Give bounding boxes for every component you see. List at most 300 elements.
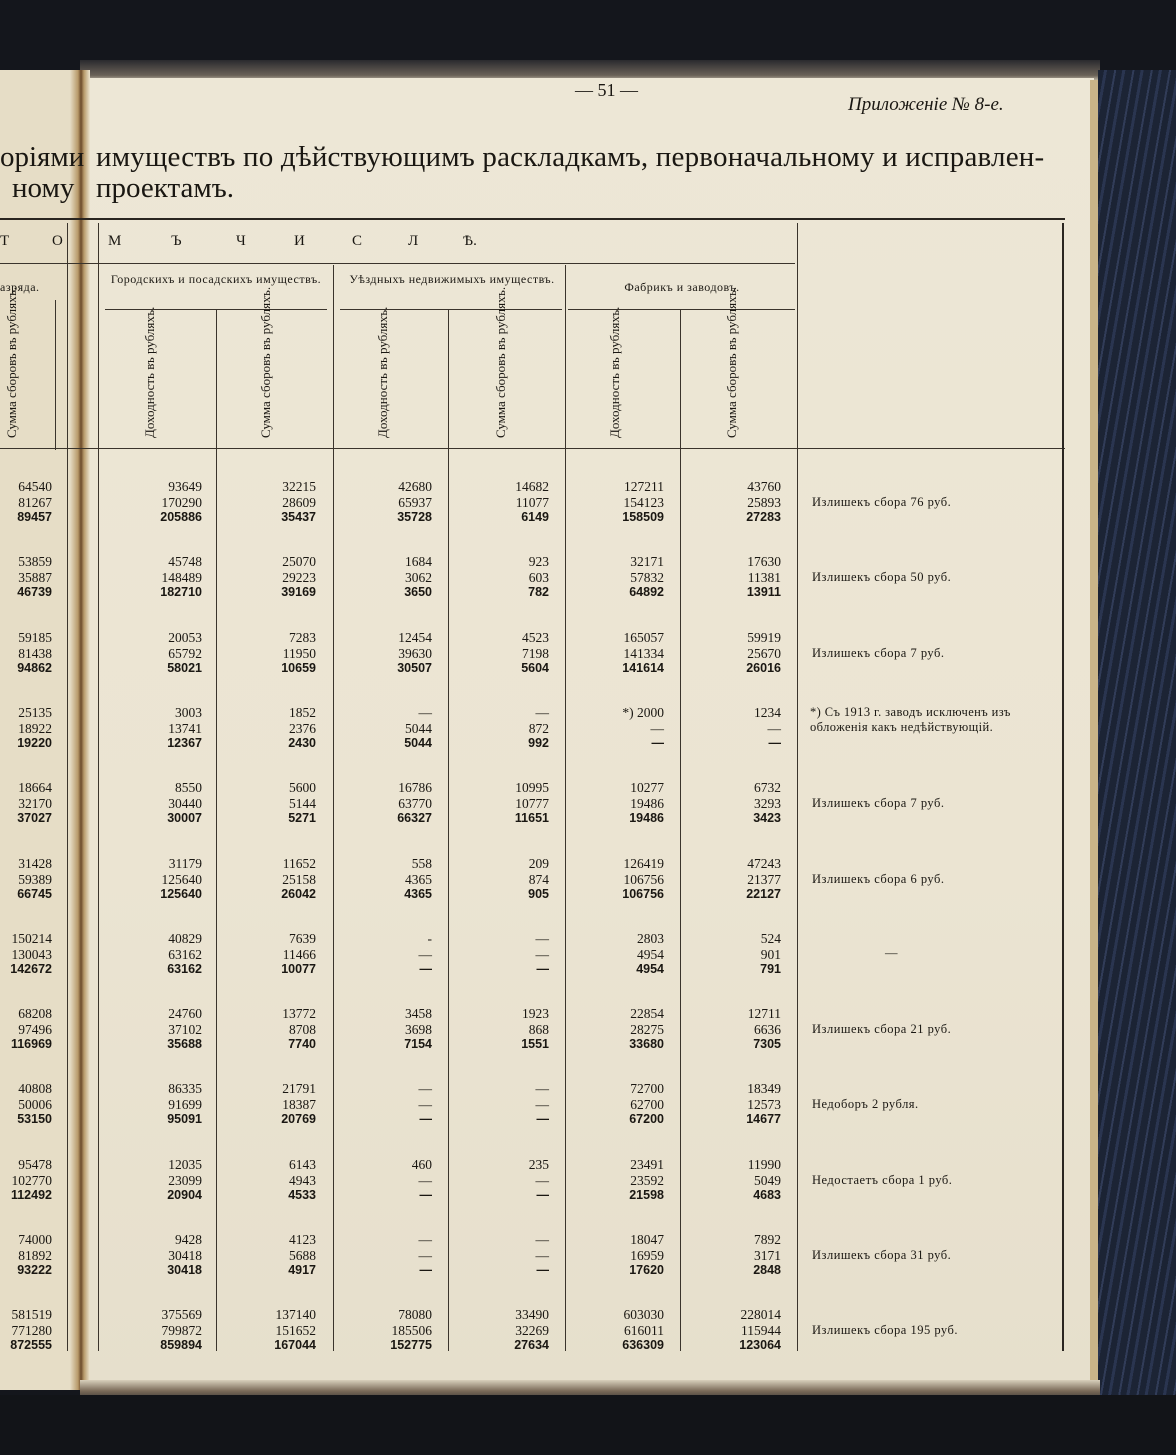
cell-value: 141614 bbox=[622, 661, 664, 675]
page-title-line2: проектамъ. bbox=[96, 172, 234, 204]
group-header-county: Уѣздныхъ недвижимыхъ имуществъ. bbox=[349, 272, 555, 286]
column-header: Доходность въ рубляхъ. bbox=[607, 306, 622, 438]
cell-value: 170290 bbox=[161, 494, 202, 510]
table-cell bbox=[671, 1307, 781, 1354]
cell-value: 923 bbox=[528, 554, 549, 569]
cell-value: 74000 bbox=[18, 1232, 52, 1247]
cell-value: — bbox=[536, 1263, 549, 1277]
cell-value: 33490 bbox=[515, 1307, 549, 1322]
table-cell bbox=[671, 1157, 781, 1204]
cell-value: 25893 bbox=[747, 494, 781, 510]
cell-value: 27634 bbox=[514, 1338, 549, 1352]
cell-value: 30007 bbox=[167, 811, 202, 825]
cell-value: 37027 bbox=[17, 811, 52, 825]
cell-value: 68208 bbox=[18, 1006, 52, 1021]
cell-value: 11950 bbox=[282, 645, 316, 661]
cell-value: — bbox=[418, 705, 432, 720]
cell-value: 22854 bbox=[630, 1006, 664, 1021]
table-cell bbox=[554, 1157, 664, 1204]
cell-value: 7283 bbox=[289, 630, 316, 645]
cell-value: 62700 bbox=[630, 1096, 664, 1112]
cell-value: 4917 bbox=[288, 1263, 316, 1277]
table-cell bbox=[554, 780, 664, 827]
cell-value: 799872 bbox=[161, 1322, 202, 1338]
table-cell bbox=[92, 630, 202, 677]
cell-value: — bbox=[418, 1081, 432, 1096]
spaced-title-letter: И bbox=[294, 233, 305, 249]
cell-value: 14677 bbox=[746, 1112, 781, 1126]
column-header: Сумма сборовъ въ рубляхъ. bbox=[724, 286, 739, 438]
cell-value: 6732 bbox=[754, 780, 781, 795]
cell-value: 905 bbox=[528, 887, 549, 901]
cell-value: 17620 bbox=[629, 1263, 664, 1277]
left-page-title-line1: оріями bbox=[0, 141, 85, 173]
cell-value: 50006 bbox=[18, 1096, 52, 1112]
table-cell bbox=[322, 705, 432, 752]
table-cell bbox=[322, 554, 432, 601]
remark-note: Излишекъ сбора 21 руб. bbox=[812, 1022, 952, 1036]
table-cell bbox=[554, 705, 664, 752]
left-page-title-line2: ному bbox=[12, 172, 75, 204]
cell-value: 27283 bbox=[746, 510, 781, 524]
cell-value: 10777 bbox=[515, 795, 549, 811]
table-cell bbox=[206, 630, 316, 677]
cell-value: 112492 bbox=[10, 1188, 52, 1202]
cell-value: 11990 bbox=[747, 1157, 781, 1172]
table-cell bbox=[322, 1157, 432, 1204]
table-cell bbox=[92, 1081, 202, 1128]
cell-value: — bbox=[419, 1188, 432, 1202]
cell-value: 13772 bbox=[282, 1006, 316, 1021]
table-cell bbox=[439, 1307, 549, 1354]
table-cell bbox=[0, 705, 52, 752]
cell-value: 25135 bbox=[18, 705, 52, 720]
table-cell bbox=[671, 479, 781, 526]
table-cell bbox=[92, 1006, 202, 1053]
cell-value: 1234 bbox=[754, 705, 781, 720]
cell-value: — bbox=[536, 1112, 549, 1126]
cell-value: 151652 bbox=[275, 1322, 316, 1338]
left-group-header: азряда. bbox=[0, 280, 40, 294]
cell-value: 874 bbox=[528, 871, 549, 887]
remark-note: Излишекъ сбора 195 руб. bbox=[812, 1323, 958, 1337]
cell-value: 28275 bbox=[630, 1021, 664, 1037]
cell-value: 5604 bbox=[521, 661, 549, 675]
table-cell bbox=[439, 780, 549, 827]
group-header-factories: Фабрикъ и заводовъ. bbox=[624, 280, 740, 294]
cell-value: 25158 bbox=[282, 871, 316, 887]
cell-value: 7305 bbox=[753, 1037, 781, 1051]
table-cell bbox=[0, 856, 52, 903]
table-cell bbox=[439, 1081, 549, 1128]
page-number: — 51 — bbox=[575, 80, 638, 100]
cell-value: — bbox=[535, 1247, 549, 1263]
cell-value: 127211 bbox=[624, 479, 664, 494]
table-cell bbox=[439, 1232, 549, 1279]
cell-value: 167044 bbox=[274, 1338, 316, 1352]
cell-value: — bbox=[535, 1172, 549, 1188]
cell-value: 12035 bbox=[168, 1157, 202, 1172]
cell-value: — bbox=[418, 946, 432, 962]
cell-value: 205886 bbox=[160, 510, 202, 524]
table-cell bbox=[554, 1232, 664, 1279]
cell-value: — bbox=[650, 720, 664, 736]
table-cell bbox=[322, 1081, 432, 1128]
cell-value: 3062 bbox=[405, 569, 432, 585]
cell-value: — bbox=[535, 1232, 549, 1247]
cell-value: 152775 bbox=[390, 1338, 432, 1352]
table-cell bbox=[206, 1006, 316, 1053]
cell-value: 126419 bbox=[623, 856, 664, 871]
cell-value: 8708 bbox=[289, 1021, 316, 1037]
cell-value: 30507 bbox=[397, 661, 432, 675]
cell-value: 10077 bbox=[281, 962, 316, 976]
cell-value: 5600 bbox=[289, 780, 316, 795]
background bbox=[0, 1395, 1176, 1455]
cell-value: 148489 bbox=[161, 569, 202, 585]
cell-value: 35887 bbox=[18, 569, 52, 585]
table-cell bbox=[671, 931, 781, 978]
cell-value: 125640 bbox=[160, 887, 202, 901]
cell-value: — bbox=[535, 705, 549, 720]
cell-value: — bbox=[419, 1263, 432, 1277]
cell-value: 95478 bbox=[18, 1157, 52, 1172]
cell-value: 11381 bbox=[747, 569, 781, 585]
remark-note: Недоборъ 2 рубля. bbox=[812, 1097, 919, 1111]
remark-note: Излишекъ сбора 76 руб. bbox=[812, 495, 952, 509]
table-cell bbox=[0, 554, 52, 601]
remark-note: Излишекъ сбора 50 руб. bbox=[812, 570, 952, 584]
cell-value: 81267 bbox=[18, 494, 52, 510]
cell-value: 771280 bbox=[11, 1322, 52, 1338]
appendix-label: Приложеніе № 8-е. bbox=[848, 94, 1004, 115]
cell-value: 7198 bbox=[522, 645, 549, 661]
cell-value: 95091 bbox=[167, 1112, 202, 1126]
cell-value: 10659 bbox=[281, 661, 316, 675]
cell-value: 78080 bbox=[398, 1307, 432, 1322]
table-cell bbox=[206, 1081, 316, 1128]
cell-value: 16959 bbox=[630, 1247, 664, 1263]
cell-value: 158509 bbox=[622, 510, 664, 524]
table-cell bbox=[0, 1157, 52, 1204]
cell-value: 32269 bbox=[515, 1322, 549, 1338]
cell-value: 12454 bbox=[398, 630, 432, 645]
table-cell bbox=[439, 630, 549, 677]
table-cell bbox=[554, 554, 664, 601]
cell-value: 19486 bbox=[630, 795, 664, 811]
cell-value: 89457 bbox=[17, 510, 52, 524]
cell-value: 4123 bbox=[289, 1232, 316, 1247]
cell-value: 66327 bbox=[397, 811, 432, 825]
cell-value: 72700 bbox=[630, 1081, 664, 1096]
cell-value: 11077 bbox=[515, 494, 549, 510]
book-cover bbox=[1098, 70, 1176, 1400]
cell-value: — bbox=[535, 931, 549, 946]
table-cell bbox=[0, 1006, 52, 1053]
cell-value: 46739 bbox=[17, 585, 52, 599]
cell-value: 42680 bbox=[398, 479, 432, 494]
cell-value: 94862 bbox=[17, 661, 52, 675]
cell-value: 39630 bbox=[398, 645, 432, 661]
cell-value: 93222 bbox=[17, 1263, 52, 1277]
cell-value: 30418 bbox=[168, 1247, 202, 1263]
cell-value: 8550 bbox=[175, 780, 202, 795]
cell-value: 65792 bbox=[168, 645, 202, 661]
cell-value: 872 bbox=[528, 720, 549, 736]
column-rule bbox=[67, 223, 68, 1351]
cell-value: — bbox=[419, 962, 432, 976]
table-cell bbox=[671, 554, 781, 601]
cell-value: — bbox=[535, 946, 549, 962]
table-cell bbox=[554, 630, 664, 677]
cell-value: 67200 bbox=[629, 1112, 664, 1126]
cell-value: 63162 bbox=[167, 962, 202, 976]
column-header: Сумма сборовъ въ рубляхъ. bbox=[493, 286, 508, 438]
header-rule bbox=[0, 263, 795, 264]
table-cell bbox=[671, 1081, 781, 1128]
column-header: Доходность въ рубляхъ. bbox=[142, 306, 157, 438]
table-cell bbox=[439, 705, 549, 752]
cell-value: 13911 bbox=[746, 585, 781, 599]
table-cell bbox=[92, 856, 202, 903]
cell-value: 6636 bbox=[754, 1021, 781, 1037]
cell-value: 154123 bbox=[623, 494, 664, 510]
cell-value: 5688 bbox=[289, 1247, 316, 1263]
remark-note: *) Съ 1913 г. заводъ исключенъ изъ обложенія какъ недѣйствующій. bbox=[810, 705, 1011, 734]
header-bottom-rule bbox=[0, 448, 1065, 449]
table-cell bbox=[92, 554, 202, 601]
cell-value: *) 2000 bbox=[622, 705, 664, 720]
cell-value: — bbox=[418, 1172, 432, 1188]
cell-value: 11466 bbox=[282, 946, 316, 962]
remark-note: Излишекъ сбора 7 руб. bbox=[812, 646, 945, 660]
column-header: Доходность въ рубляхъ. bbox=[375, 306, 390, 438]
spaced-title-letter: С bbox=[352, 233, 363, 249]
cell-value: 53859 bbox=[18, 554, 52, 569]
cell-value: 81892 bbox=[18, 1247, 52, 1263]
table-top-rule bbox=[0, 218, 1065, 220]
cell-value: 115944 bbox=[741, 1322, 781, 1338]
spaced-title-letter: Ѣ. bbox=[463, 233, 477, 249]
cell-value: 142672 bbox=[10, 962, 52, 976]
cell-value: 5044 bbox=[405, 720, 432, 736]
cell-value: — bbox=[418, 1247, 432, 1263]
cell-value: 3423 bbox=[753, 811, 781, 825]
cell-value: 33680 bbox=[629, 1037, 664, 1051]
cell-value: 25670 bbox=[747, 645, 781, 661]
cell-value: 81438 bbox=[18, 645, 52, 661]
cell-value: 26042 bbox=[281, 887, 316, 901]
cell-value: 6149 bbox=[521, 510, 549, 524]
cell-value: 603 bbox=[528, 569, 549, 585]
table-cell bbox=[322, 479, 432, 526]
cell-value: — bbox=[768, 736, 781, 750]
table-cell bbox=[0, 1081, 52, 1128]
cell-value: 12711 bbox=[747, 1006, 781, 1021]
table-cell bbox=[322, 1307, 432, 1354]
cell-value: 1923 bbox=[522, 1006, 549, 1021]
cell-value: 17630 bbox=[747, 554, 781, 569]
cell-value: 5271 bbox=[288, 811, 316, 825]
cell-value: 11652 bbox=[282, 856, 316, 871]
cell-value: 35688 bbox=[167, 1037, 202, 1051]
cell-value: 3458 bbox=[405, 1006, 432, 1021]
cell-value: 2803 bbox=[637, 931, 664, 946]
cell-value: 23099 bbox=[168, 1172, 202, 1188]
cell-value: 1852 bbox=[289, 705, 316, 720]
cell-value: 30440 bbox=[168, 795, 202, 811]
cell-value: 35437 bbox=[281, 510, 316, 524]
cell-value: 3650 bbox=[404, 585, 432, 599]
cell-value: 616011 bbox=[624, 1322, 664, 1338]
cell-value: 97496 bbox=[18, 1021, 52, 1037]
table-cell bbox=[0, 931, 52, 978]
cell-value: 7154 bbox=[404, 1037, 432, 1051]
table-cell bbox=[0, 479, 52, 526]
cell-value: 31179 bbox=[168, 856, 202, 871]
cell-value: 859894 bbox=[160, 1338, 202, 1352]
table-cell bbox=[92, 1157, 202, 1204]
cell-value: 93649 bbox=[168, 479, 202, 494]
cell-value: 5049 bbox=[754, 1172, 781, 1188]
table-cell bbox=[554, 931, 664, 978]
cell-value: 91699 bbox=[168, 1096, 202, 1112]
cell-value: 106756 bbox=[623, 871, 664, 887]
cell-value: 28609 bbox=[282, 494, 316, 510]
cell-value: 5144 bbox=[289, 795, 316, 811]
cell-value: 130043 bbox=[11, 946, 52, 962]
cell-value: 4954 bbox=[637, 946, 664, 962]
cell-value: 66745 bbox=[17, 887, 52, 901]
table-cell bbox=[0, 780, 52, 827]
table-cell bbox=[0, 630, 52, 677]
cell-value: 872555 bbox=[10, 1338, 52, 1352]
cell-value: — bbox=[419, 1112, 432, 1126]
cell-value: — bbox=[418, 1232, 432, 1247]
cell-value: 59389 bbox=[18, 871, 52, 887]
cell-value: 37102 bbox=[168, 1021, 202, 1037]
cell-value: 9428 bbox=[175, 1232, 202, 1247]
cell-value: 12573 bbox=[747, 1096, 781, 1112]
cell-value: 18664 bbox=[18, 780, 52, 795]
cell-value: 375569 bbox=[161, 1307, 202, 1322]
cell-value: 4523 bbox=[522, 630, 549, 645]
cell-value: 58021 bbox=[167, 661, 202, 675]
cell-value: 4683 bbox=[753, 1188, 781, 1202]
cell-value: 30418 bbox=[167, 1263, 202, 1277]
cell-value: 3293 bbox=[754, 795, 781, 811]
table-cell bbox=[206, 554, 316, 601]
table-cell bbox=[322, 630, 432, 677]
cell-value: 10277 bbox=[630, 780, 664, 795]
cell-value: 32170 bbox=[18, 795, 52, 811]
table-cell bbox=[671, 856, 781, 903]
cell-value: 65937 bbox=[398, 494, 432, 510]
cell-value: 32171 bbox=[630, 554, 664, 569]
table-cell bbox=[439, 554, 549, 601]
table-cell bbox=[671, 705, 781, 752]
cell-value: 59185 bbox=[18, 630, 52, 645]
table-cell bbox=[206, 1307, 316, 1354]
cell-value: 7740 bbox=[288, 1037, 316, 1051]
cell-value: 19220 bbox=[17, 736, 52, 750]
group-rule bbox=[568, 309, 795, 310]
table-cell bbox=[554, 1307, 664, 1354]
cell-value: 26016 bbox=[746, 661, 781, 675]
book-gutter bbox=[70, 70, 90, 1390]
cell-value: - bbox=[427, 931, 432, 946]
table-cell bbox=[206, 856, 316, 903]
cell-value: 524 bbox=[760, 931, 781, 946]
column-header: Сумма сборовъ въ рубляхъ. bbox=[258, 286, 273, 438]
column-rule bbox=[55, 300, 56, 450]
cell-value: 141334 bbox=[623, 645, 664, 661]
cell-value: 2376 bbox=[289, 720, 316, 736]
table-cell bbox=[671, 780, 781, 827]
table-cell bbox=[92, 780, 202, 827]
table-cell bbox=[92, 1232, 202, 1279]
cell-value: — bbox=[418, 1096, 432, 1112]
cell-value: 782 bbox=[528, 585, 549, 599]
page-title-line1: имуществъ по дѣйствующимъ раскладкамъ, первоначальному и исправлен- bbox=[96, 141, 1045, 173]
table-cell bbox=[671, 1232, 781, 1279]
table-cell bbox=[322, 931, 432, 978]
cell-value: 25070 bbox=[282, 554, 316, 569]
cell-value: 16786 bbox=[398, 780, 432, 795]
cell-value: 901 bbox=[760, 946, 781, 962]
table-cell bbox=[0, 1232, 52, 1279]
cell-value: 558 bbox=[411, 856, 432, 871]
cell-value: 63770 bbox=[398, 795, 432, 811]
cell-value: 12367 bbox=[167, 736, 202, 750]
table-cell bbox=[554, 1006, 664, 1053]
cell-value: 19486 bbox=[629, 811, 664, 825]
cell-value: 137140 bbox=[275, 1307, 316, 1322]
cell-value: 4365 bbox=[405, 871, 432, 887]
table-cell bbox=[92, 479, 202, 526]
cell-value: 22127 bbox=[746, 887, 781, 901]
table-cell bbox=[322, 856, 432, 903]
cell-value: 20769 bbox=[281, 1112, 316, 1126]
cell-value: 47243 bbox=[747, 856, 781, 871]
group-rule bbox=[340, 309, 562, 310]
table-cell bbox=[206, 931, 316, 978]
cell-value: 868 bbox=[528, 1021, 549, 1037]
cell-value: 1551 bbox=[521, 1037, 549, 1051]
cell-value: 102770 bbox=[11, 1172, 52, 1188]
cell-value: 116969 bbox=[10, 1037, 52, 1051]
cell-value: 18387 bbox=[282, 1096, 316, 1112]
cell-value: 21377 bbox=[747, 871, 781, 887]
cell-value: 125640 bbox=[161, 871, 202, 887]
cell-value: 7892 bbox=[754, 1232, 781, 1247]
table-cell bbox=[92, 931, 202, 978]
cell-value: 791 bbox=[760, 962, 781, 976]
group-header-city: Городскихъ и посадскихъ имуществъ. bbox=[110, 272, 322, 286]
table-cell bbox=[439, 856, 549, 903]
spaced-title-letter: М bbox=[108, 233, 122, 249]
table-cell bbox=[439, 1006, 549, 1053]
table-cell bbox=[0, 1307, 52, 1354]
cell-value: 460 bbox=[411, 1157, 432, 1172]
cell-value: 57832 bbox=[630, 569, 664, 585]
table-cell bbox=[554, 1081, 664, 1128]
table-cell bbox=[92, 705, 202, 752]
column-rule bbox=[797, 223, 798, 1351]
cell-value: — bbox=[535, 1081, 549, 1096]
table-cell bbox=[439, 931, 549, 978]
cell-value: 636309 bbox=[622, 1338, 664, 1352]
